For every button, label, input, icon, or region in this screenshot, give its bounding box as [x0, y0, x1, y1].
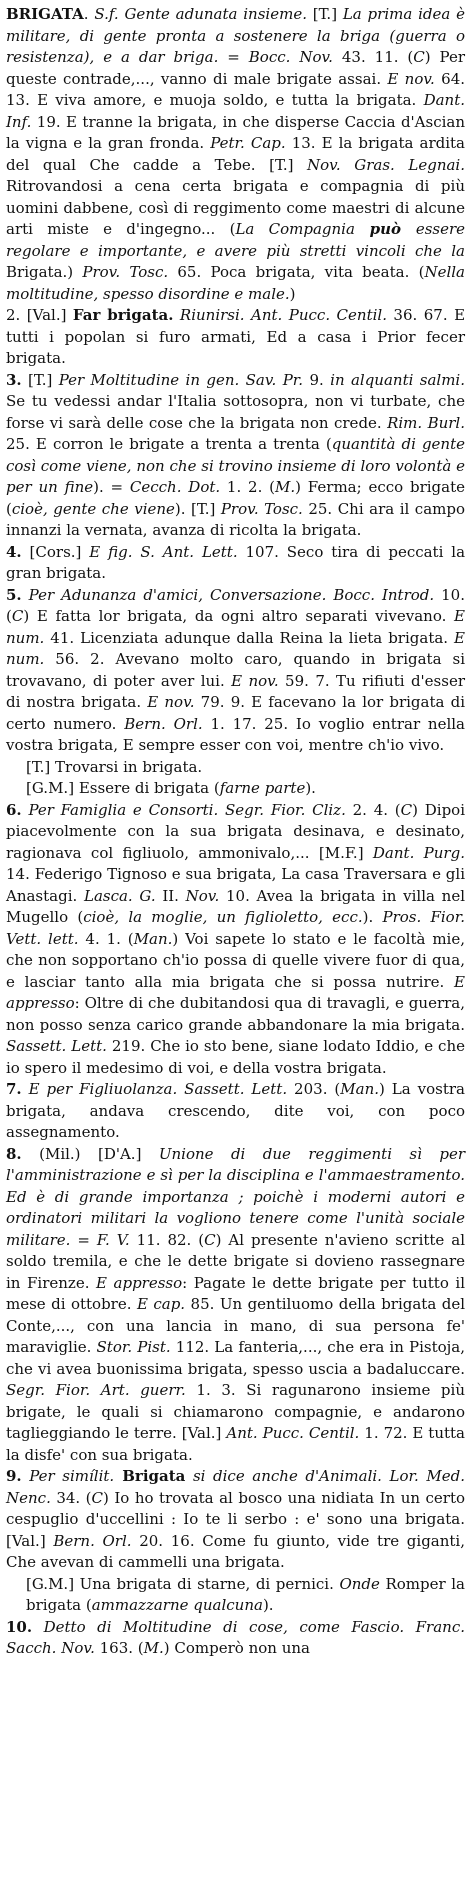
text-segment: E num. — [6, 607, 465, 647]
text-segment: ) — [289, 284, 296, 303]
text-segment: ) E fatta lor brigata, da ogni altro separati vivevano. — [23, 607, 455, 625]
text-segment: M. — [275, 478, 296, 496]
text-segment: Segr. Fior. Art. guerr. — [6, 1381, 186, 1399]
text-segment: 79. 9. E facevano la lor brigata di certo numero. — [6, 693, 466, 733]
text-segment: Lasca. G. — [83, 886, 156, 905]
entry-paragraph — [6, 778, 465, 800]
text-segment: E cap. — [136, 1295, 186, 1313]
text-segment: 56. 2. Avevano molto caro, quando in brigata si trovavano, di poter aver lui. — [6, 650, 465, 690]
text-segment: C — [11, 607, 24, 625]
text-segment: può — [354, 220, 416, 238]
text-segment: Se tu vedessi andar l'Italia sottosopra, non vi turbate, che forse vi sarà delle cose che la brigata non crede. — [6, 392, 465, 432]
text-segment: 8. — [6, 1144, 22, 1163]
text-segment: 19. E tranne la brigata, in che disperse Caccia d'Ascian la vigna e la gran fronda. — [6, 112, 465, 152]
text-segment: E num. — [6, 628, 465, 668]
text-segment: 14. Federigo Tignoso e sua brigata, La casa Traversara e gli Anastagi. — [6, 865, 465, 905]
text-segment: Detto di Moltitudine di cose, come Fascio. Franc. Sacch. Nov. — [6, 1617, 465, 1657]
text-segment: 36. 67. E tutti i popolan si furo armati, Ed a casa i Prior fecer brigata. — [6, 306, 466, 367]
text-segment: Brigata — [114, 1467, 186, 1485]
text-segment: Bern. Orl. — [124, 714, 203, 733]
text-segment: Far brigata. — [72, 306, 174, 324]
text-segment: [Cors.] — [21, 542, 90, 561]
text-segment: [T.] — [21, 370, 59, 389]
text-segment: Prov. Tosc. — [82, 263, 169, 281]
text-segment: II. — [155, 886, 186, 905]
text-segment: E nov. — [231, 671, 279, 690]
text-segment: Sassett. Lett. — [6, 1037, 107, 1055]
text-segment: C — [91, 1488, 104, 1507]
entry-paragraph — [6, 1144, 465, 1467]
text-segment: 4. — [6, 542, 22, 561]
text-segment: Nella moltitudine, spesso disordine e male. — [6, 263, 465, 303]
entry-paragraph — [6, 1617, 465, 1660]
text-segment: 65. Poca brigata, vita beata. ( — [168, 263, 425, 281]
entry-paragraph — [6, 305, 465, 370]
text-segment: Ant. Pucc. Centil. — [226, 1424, 360, 1442]
entry-paragraph — [6, 757, 465, 779]
text-segment: 1. 17. 25. Io voglio entrar nella vostra brigata, E sempre esser con voi, mentre ch'io vivo. — [6, 714, 466, 754]
text-segment: ) Dipoi piacevolmente con la sua brigata desinava, e desinato, ragionava col figliuolo, ammonivalo,... [M.F.] — [6, 800, 465, 862]
text-segment: . — [83, 5, 95, 23]
text-segment: 10. Avea la brigata in villa nel Mugello ( — [6, 886, 466, 926]
text-segment: = — [70, 1230, 97, 1249]
text-segment: F. V. — [96, 1230, 130, 1249]
text-segment: Onde — [339, 1574, 380, 1593]
text-segment: C — [400, 800, 413, 819]
entry-paragraph — [6, 585, 465, 757]
text-segment: Brigata.) — [6, 263, 83, 281]
text-segment: 85. Un gentiluomo della brigata del Conte,..., con una lancia in mano, di sua persona fe' maraviglie. — [6, 1295, 465, 1356]
text-segment: : Oltre di che dubitandosi qua di travagli, e guerra, non posso senza carico grande abbandonare la mia brigata. — [6, 994, 465, 1034]
text-segment: 163. ( — [94, 1639, 144, 1657]
text-segment: Stor. Pist. — [96, 1338, 171, 1356]
text-segment: ). — [362, 908, 383, 926]
text-segment: 7. — [6, 1080, 22, 1098]
text-segment: 9. — [6, 1467, 22, 1485]
text-segment: [T.] — [306, 5, 343, 23]
entry-paragraph — [6, 1466, 465, 1574]
text-segment: E appresso — [96, 1273, 183, 1292]
text-segment: 34. ( — [50, 1488, 92, 1507]
text-segment: 25. E corron le brigate a trenta a trenta ( — [6, 435, 332, 453]
text-segment: 1. 3. Si ragunarono insieme più brigate, le quali si chiamarono compagnie, e andarono taglieggiando le terre. [Val.] — [6, 1381, 465, 1442]
text-segment: ). — [262, 1596, 274, 1614]
text-segment: C — [413, 48, 425, 66]
text-segment: Per Famiglia e Consorti. Segr. Fior. Cliz. — [21, 800, 346, 819]
text-segment: La prima idea è militare, di gente pronta a sostenere la briga (guerra o resistenza), e a dar briga. — [6, 5, 465, 66]
entry-paragraph — [6, 4, 465, 305]
text-segment: ). = — [93, 478, 130, 496]
text-segment: Prov. Tosc. — [220, 499, 303, 518]
text-segment: Dant. Purg. — [372, 843, 465, 862]
text-segment: Rim. Burl. — [387, 413, 465, 432]
text-segment: 20. 16. Come fu giunto, vide tre giganti, Che avevan di cammelli una brigata. — [6, 1531, 465, 1571]
text-segment: [T.] Trovarsi in brigata. — [26, 757, 203, 776]
text-segment: 11. 82. ( — [129, 1230, 205, 1249]
text-segment: 6. — [6, 800, 22, 819]
text-segment: 64. 13. E viva amore, e muoja soldo, e tutta la brigata. — [6, 69, 466, 109]
entry-paragraph — [6, 542, 465, 585]
text-segment: : Pagate le dette brigate per tutto il mese di ottobre. — [6, 1273, 465, 1313]
text-segment: M. — [143, 1639, 164, 1657]
text-segment: (Mil.) [D'A.] — [21, 1144, 159, 1163]
text-segment: E nov. — [147, 693, 195, 711]
text-segment: La Compagnia — [235, 220, 355, 238]
text-segment: Petr. Cap. — [210, 134, 286, 152]
text-segment: BRIGATA — [6, 5, 84, 23]
text-segment: ) Per queste contrade,..., vanno di male brigate assai. — [6, 48, 466, 88]
text-segment: E fig. S. Ant. Lett. — [89, 542, 238, 561]
text-segment: C — [204, 1230, 216, 1249]
text-segment: quantità di gente così come viene, non che si trovino insieme di loro volontà e per un fine — [6, 435, 465, 496]
text-segment: 3. — [6, 370, 22, 389]
text-segment: ) La vostra brigata, andava crescendo, dite voi, con poco assegnamento. — [6, 1080, 465, 1141]
text-segment: Nov. — [185, 886, 220, 905]
text-segment: Bern. Orl. — [53, 1531, 132, 1550]
text-segment: cioè, la moglie, un figlioletto, ecc. — [83, 908, 363, 926]
text-segment: Nov. Gras. Legnai. — [307, 155, 465, 174]
text-segment: Romper la brigata ( — [26, 1574, 465, 1614]
text-segment: ammazzarne qualcuna — [91, 1596, 263, 1614]
text-segment: 41. Licenziata adunque dalla Reina la lieta brigata. — [44, 628, 455, 647]
text-segment: E nov. — [387, 69, 435, 88]
text-segment: S.f. Gente adunata insieme. — [94, 5, 307, 23]
text-segment: 219. Che io sto bene, siane lodato Iddio, e che io spero il medesimo di voi, e della vostra brigata. — [6, 1037, 465, 1077]
text-segment: si dice anche d'Animali. Lor. Med. Nenc. — [6, 1467, 465, 1507]
text-segment: 9. — [303, 370, 331, 389]
text-segment: cioè, gente che viene — [11, 499, 175, 518]
text-segment: Cecch. Dot. — [129, 478, 221, 496]
text-segment: Man. — [340, 1080, 379, 1098]
text-segment: Bocc. Nov. — [248, 48, 333, 66]
text-segment: ) Voi sapete lo stato e le facoltà mie, che non sopportano ch'io possa di quelle vivere fuor di qua, e lasciar tanto alla mia brigata che si possa nutrire. — [6, 929, 465, 991]
text-segment: ). — [305, 779, 316, 797]
entry-paragraph — [6, 800, 465, 1080]
text-segment: [G.M.] Una brigata di starne, di pernici. — [26, 1574, 340, 1593]
text-segment: in alquanti salmi. — [330, 370, 465, 389]
text-segment: Pros. Fior. Vett. lett. — [6, 908, 466, 948]
text-segment: 107. Seco tira di peccati la gran brigata. — [6, 542, 466, 582]
text-segment: ) Ferma; ecco brigate ( — [6, 478, 465, 518]
text-segment: 10. — [6, 1617, 33, 1636]
text-segment: 59. 7. Tu rifiuti d'esser di nostra brigata. — [6, 671, 466, 711]
text-segment: E appresso — [6, 972, 465, 1012]
text-segment: 10. ( — [6, 585, 465, 625]
text-segment: Per Moltitudine in gen. Sav. Pr. — [58, 370, 304, 389]
text-segment: 1. 72. E tutta la disfe' con sua brigata. — [6, 1424, 465, 1464]
text-segment: 13. E la brigata ardita del qual Che cadde a Tebe. [T.] — [6, 134, 465, 174]
text-segment: 1. 2. ( — [220, 478, 276, 496]
text-segment: [G.M.] Essere di brigata ( — [26, 779, 220, 797]
text-segment: Per simílit. — [21, 1467, 115, 1485]
text-segment: 203. ( — [287, 1080, 341, 1098]
text-segment: 4. 1. ( — [78, 929, 134, 948]
text-segment: Ritrovandosi a cena certa brigata e compagnia di più uomini dabbene, così di reggimento come maestri di alcune arti miste e d'ingegno... ( — [6, 177, 465, 238]
text-segment: E per Figliuolanza. Sassett. Lett. — [21, 1080, 288, 1098]
entry-paragraph — [6, 370, 465, 542]
text-segment: Dant. Inf. — [6, 91, 465, 131]
entry-paragraph — [6, 1079, 465, 1144]
text-segment: = — [218, 48, 249, 66]
text-segment: 2. [Val.] — [6, 306, 73, 324]
text-segment: 43. 11. ( — [332, 48, 414, 66]
entry-paragraph — [6, 1574, 465, 1617]
text-segment: ) Comperò non una — [163, 1639, 310, 1657]
text-segment: 5. — [6, 585, 22, 604]
text-segment: essere regolare e importante, e avere più stretti vincoli che la — [6, 220, 466, 260]
text-segment: 112. La fanteria,..., che era in Pistoja, che vi avea buonissima brigata, spesso uscia a badaluccare. — [6, 1338, 465, 1378]
text-segment: ) Al presente n'avieno scritte al soldo tremila, e che le dette brigate si dovieno rassegnare in Firenze. — [6, 1230, 466, 1292]
text-segment: Man. — [133, 929, 173, 948]
text-segment: Per Adunanza d'amici, Conversazione. Bocc. Introd. — [21, 585, 435, 604]
text-segment: ) Io ho trovata al bosco una nidiata In un certo cespuglio d'uccellini : Io te li serbo : e' sono una brigata. [Val.] — [6, 1488, 466, 1550]
text-segment: Unione di due reggimenti sì per l'amministrazione e sì per la disciplina e l'ammaestramento. Ed è di grande importanza ; poichè i moderni autori e ordinatori militari la vogliono tenere come l'unità sociale militare. — [6, 1144, 466, 1249]
text-segment: Riunirsi. Ant. Pucc. Centil. — [173, 306, 387, 324]
text-segment: ). [T.] — [174, 499, 221, 518]
text-segment: 2. 4. ( — [345, 800, 401, 819]
text-segment: 25. Chi ara il campo innanzi la vernata, avanza di ricolta la brigata. — [6, 499, 465, 539]
text-segment: farne parte — [219, 779, 306, 797]
